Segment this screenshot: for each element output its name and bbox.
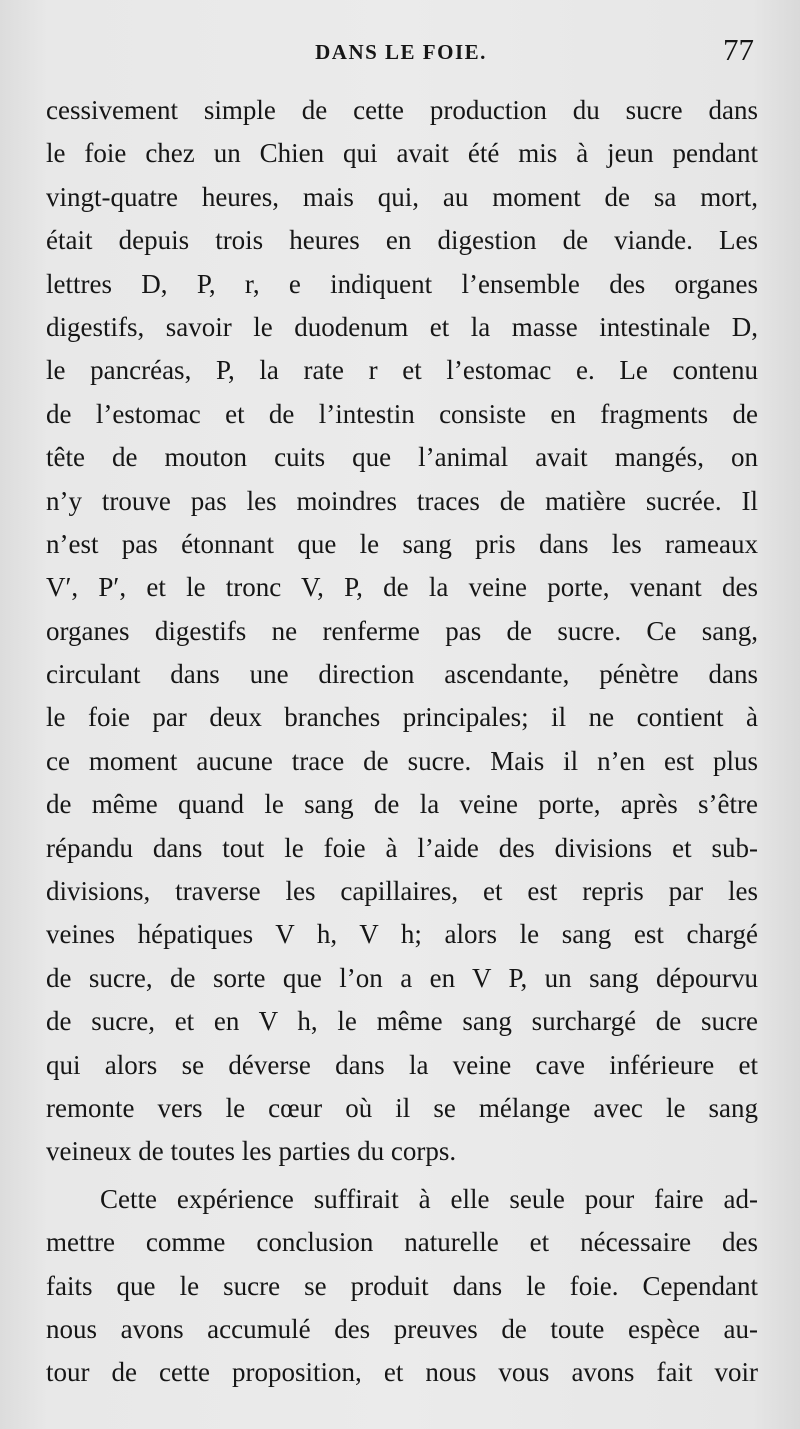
text-line: le pancréas, P, la rate r et l’estomac e. Le contenu	[46, 355, 758, 386]
text-line: le foie chez un Chien qui avait été mis à jeun pendant	[46, 138, 758, 169]
text-line: vingt-quatre heures, mais qui, au moment de sa mort,	[46, 181, 758, 212]
text-line: répandu dans tout le foie à l’aide des divisions et sub-	[46, 832, 758, 863]
text-line: veines hépatiques V h, V h; alors le sang est chargé	[46, 919, 758, 950]
text-line: de même quand le sang de la veine porte, après s’être	[46, 789, 758, 820]
text-line: organes digestifs ne renferme pas de sucre. Ce sang,	[46, 615, 758, 646]
text-line: digestifs, savoir le duodenum et la masse intestinale D,	[46, 311, 758, 342]
paragraph-2	[46, 1178, 758, 1395]
text-line: nous avons accumulé des preuves de toute espèce au-	[46, 1313, 758, 1344]
text-line: mettre comme conclusion naturelle et nécessaire des	[46, 1227, 758, 1258]
text-line: lettres D, P, r, e indiquent l’ensemble des organes	[46, 268, 758, 299]
text-line: de sucre, de sorte que l’on a en V P, un sang dépourvu	[46, 962, 758, 993]
text-line: qui alors se déverse dans la veine cave inférieure et	[46, 1049, 758, 1080]
body-text	[46, 89, 758, 1395]
text-line: n’est pas étonnant que le sang pris dans les rameaux	[46, 528, 758, 559]
text-line: cessivement simple de cette production du sucre dans	[46, 95, 758, 125]
text-line: faits que le sucre se produit dans le foie. Cependant	[46, 1270, 758, 1301]
text-line: tour de cette proposition, et nous vous avons fait voir	[46, 1357, 758, 1388]
text-line: de sucre, et en V h, le même sang surchargé de sucre	[46, 1006, 758, 1037]
text-line: ce moment aucune trace de sucre. Mais il n’en est plus	[46, 745, 758, 776]
text-line: le foie par deux branches principales; il ne contient à	[46, 702, 758, 733]
text-line: tête de mouton cuits que l’animal avait mangés, on	[46, 442, 758, 473]
text-line: circulant dans une direction ascendante, pénètre dans	[46, 659, 758, 690]
text-line: remonte vers le cœur où il se mélange avec le sang	[46, 1092, 758, 1123]
text-line: Cette expérience suffirait à elle seule pour faire ad-	[100, 1183, 758, 1214]
text-line: V′, P′, et le tronc V, P, de la veine porte, venant des	[46, 572, 758, 603]
page-number: 77	[723, 32, 754, 67]
page-header	[46, 30, 756, 74]
text-line: n’y trouve pas les moindres traces de matière sucrée. Il	[46, 485, 758, 516]
running-title: DANS LE FOIE.	[315, 40, 487, 64]
text-line: divisions, traverse les capillaires, et est repris par les	[46, 876, 758, 907]
text-line: veineux de toutes les parties du corps.	[46, 1136, 457, 1167]
paragraph-1	[46, 89, 758, 1174]
text-line: de l’estomac et de l’intestin consiste en fragments de	[46, 398, 758, 429]
text-line: était depuis trois heures en digestion de viande. Les	[46, 225, 758, 256]
